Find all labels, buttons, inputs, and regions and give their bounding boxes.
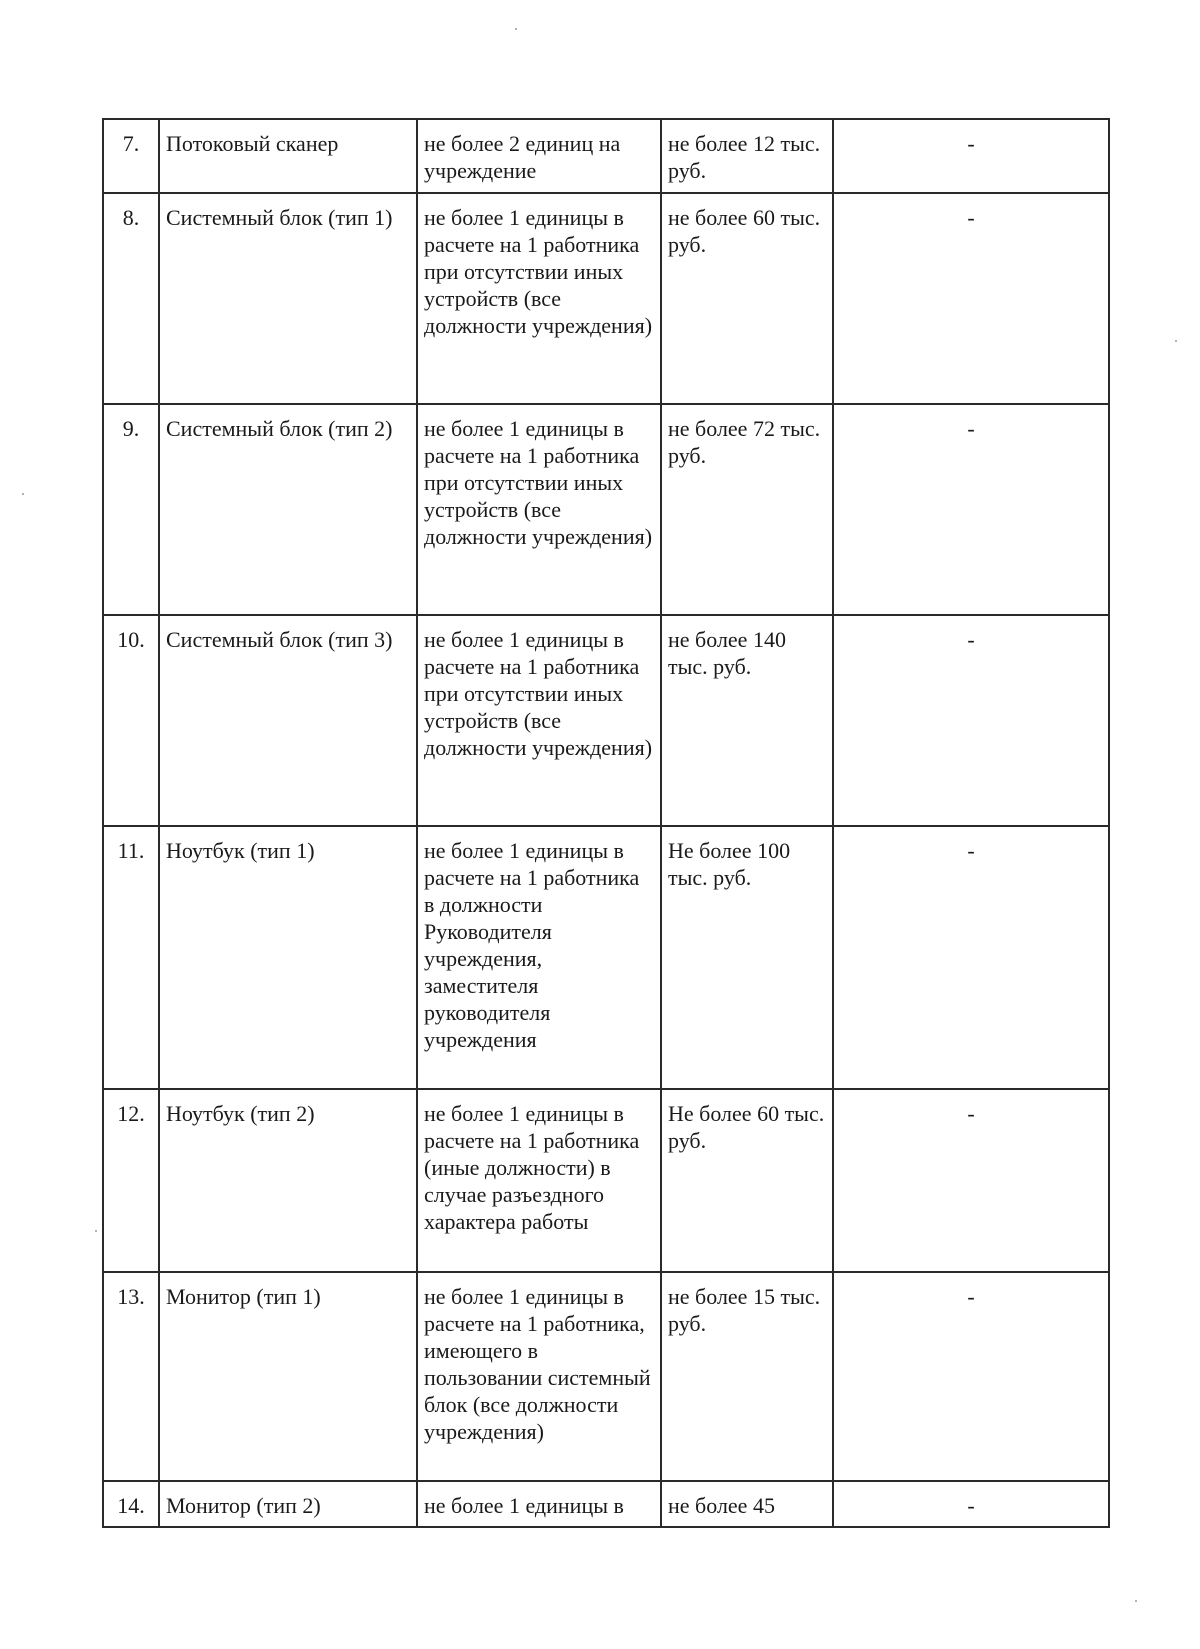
table-row bbox=[103, 119, 1109, 193]
item-quantity: не более 1 единицы в расчете на 1 работника при отсутствии иных устройств (все должности учреждения) bbox=[417, 404, 661, 615]
item-quantity: не более 2 единиц на учреждение bbox=[417, 119, 661, 193]
row-number: 8. bbox=[103, 193, 159, 404]
item-name: Системный блок (тип 3) bbox=[159, 615, 417, 826]
item-name: Ноутбук (тип 1) bbox=[159, 826, 417, 1089]
scan-speck bbox=[1135, 1600, 1137, 1602]
item-price: Не более 100 тыс. руб. bbox=[661, 826, 833, 1089]
item-quantity: не более 1 единицы в расчете на 1 работника при отсутствии иных устройств (все должности учреждения) bbox=[417, 193, 661, 404]
item-quantity: не более 1 единицы в bbox=[417, 1481, 661, 1527]
item-price: не более 140 тыс. руб. bbox=[661, 615, 833, 826]
item-note: - bbox=[833, 1481, 1109, 1527]
scan-speck bbox=[22, 493, 24, 495]
item-note: - bbox=[833, 1089, 1109, 1272]
row-number: 12. bbox=[103, 1089, 159, 1272]
item-note: - bbox=[833, 615, 1109, 826]
item-name: Ноутбук (тип 2) bbox=[159, 1089, 417, 1272]
row-number: 13. bbox=[103, 1272, 159, 1481]
item-price: не более 60 тыс. руб. bbox=[661, 193, 833, 404]
item-price: не более 12 тыс. руб. bbox=[661, 119, 833, 193]
item-name: Системный блок (тип 2) bbox=[159, 404, 417, 615]
table-row bbox=[103, 1272, 1109, 1481]
item-note: - bbox=[833, 193, 1109, 404]
row-number: 10. bbox=[103, 615, 159, 826]
item-note: - bbox=[833, 826, 1109, 1089]
item-note: - bbox=[833, 404, 1109, 615]
equipment-norms-table bbox=[102, 118, 1110, 1528]
item-quantity: не более 1 единицы в расчете на 1 работника (иные должности) в случае разъездного характера работы bbox=[417, 1089, 661, 1272]
row-number: 9. bbox=[103, 404, 159, 615]
table-row bbox=[103, 404, 1109, 615]
item-name: Потоковый сканер bbox=[159, 119, 417, 193]
scan-speck bbox=[95, 1230, 97, 1232]
table-row bbox=[103, 1089, 1109, 1272]
row-number: 7. bbox=[103, 119, 159, 193]
item-price: не более 45 bbox=[661, 1481, 833, 1527]
table-row bbox=[103, 1481, 1109, 1527]
table-row bbox=[103, 615, 1109, 826]
item-note: - bbox=[833, 119, 1109, 193]
item-quantity: не более 1 единицы в расчете на 1 работника при отсутствии иных устройств (все должности учреждения) bbox=[417, 615, 661, 826]
item-price: не более 15 тыс. руб. bbox=[661, 1272, 833, 1481]
table-row bbox=[103, 193, 1109, 404]
table-row bbox=[103, 826, 1109, 1089]
item-price: не более 72 тыс. руб. bbox=[661, 404, 833, 615]
scan-speck bbox=[1175, 340, 1177, 342]
item-quantity: не более 1 единицы в расчете на 1 работника в должности Руководителя учреждения, заместителя руководителя учреждения bbox=[417, 826, 661, 1089]
row-number: 14. bbox=[103, 1481, 159, 1527]
item-note: - bbox=[833, 1272, 1109, 1481]
item-name: Системный блок (тип 1) bbox=[159, 193, 417, 404]
item-name: Монитор (тип 2) bbox=[159, 1481, 417, 1527]
scan-speck bbox=[515, 28, 517, 30]
item-quantity: не более 1 единицы в расчете на 1 работника, имеющего в пользовании системный блок (все должности учреждения) bbox=[417, 1272, 661, 1481]
item-price: Не более 60 тыс. руб. bbox=[661, 1089, 833, 1272]
row-number: 11. bbox=[103, 826, 159, 1089]
item-name: Монитор (тип 1) bbox=[159, 1272, 417, 1481]
